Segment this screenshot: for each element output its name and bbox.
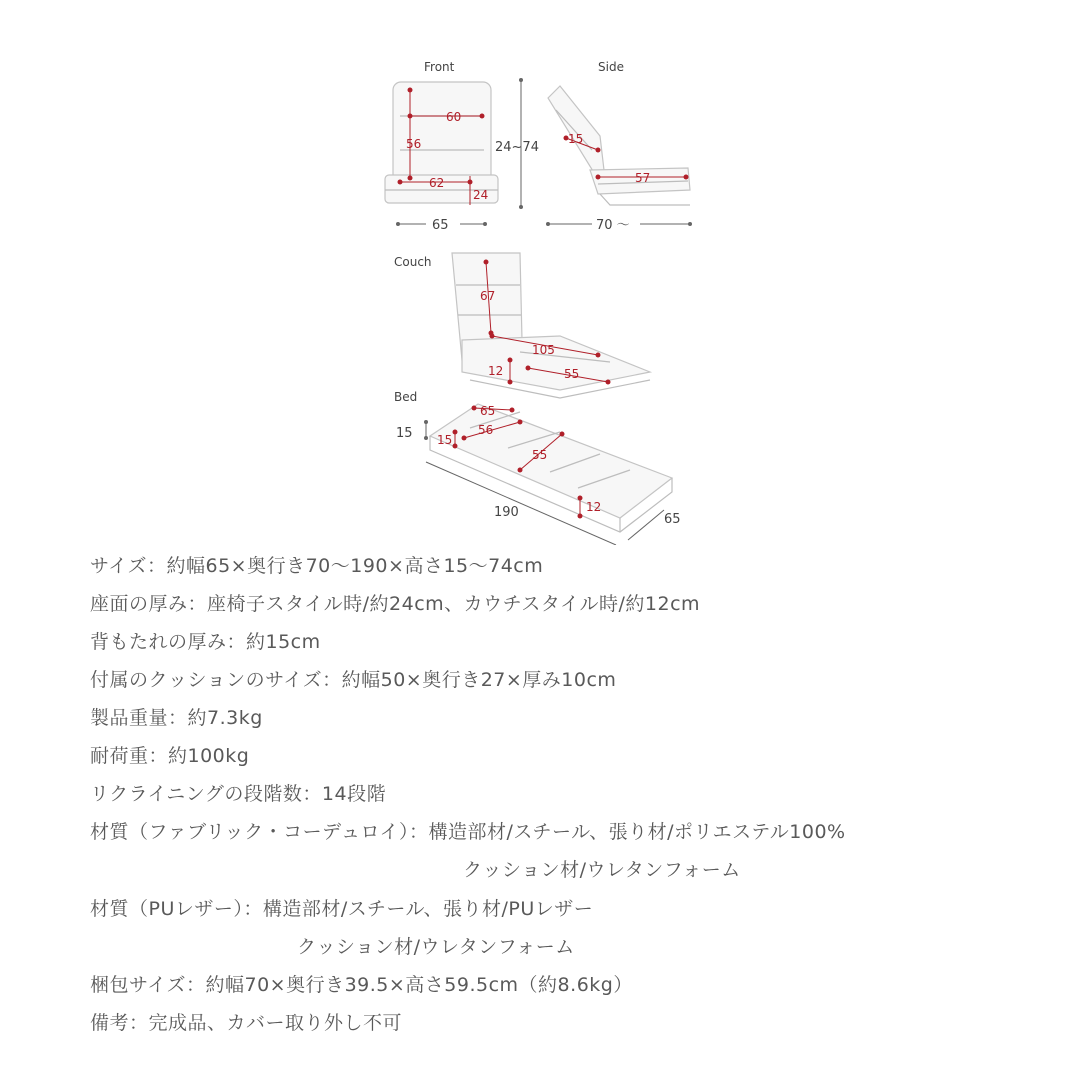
- bed-mid-length: 55: [532, 448, 548, 462]
- spec-material-fabric-cushion: クッション材/ウレタンフォーム: [463, 859, 741, 881]
- bed-view-label: Bed: [394, 390, 418, 404]
- couch-view-label: Couch: [394, 255, 432, 269]
- spec-reclining-steps: リクライニングの段階数：14段階: [90, 783, 387, 805]
- bed-width: 65: [664, 512, 681, 527]
- front-seat-thickness: 24: [473, 188, 489, 202]
- bed-height: 15: [396, 426, 413, 441]
- spec-material-fabric: 材質（ファブリック・コーデュロイ）：構造部材/スチール、張り材/ポリエステル100%: [90, 821, 846, 843]
- spec-load-capacity: 耐荷重：約100kg: [90, 745, 250, 767]
- spec-back-thickness: 背もたれの厚み：約15cm: [90, 631, 321, 653]
- couch-drawing: [452, 253, 650, 398]
- side-depth: 70 ～: [596, 218, 630, 233]
- front-view-label: Front: [424, 60, 455, 74]
- spec-seat-thickness: 座面の厚み：座椅子スタイル時/約24cm、カウチスタイル時/約12cm: [90, 593, 701, 615]
- couch-back-height: 67: [480, 289, 496, 303]
- spec-size: サイズ：約幅65×奥行き70～190×高さ15～74cm: [90, 555, 544, 577]
- bed-back-thickness: 15: [437, 433, 453, 447]
- bed-head-width: 65: [480, 404, 496, 418]
- side-seat-depth: 57: [635, 171, 651, 185]
- front-back-width: 60: [446, 110, 462, 124]
- front-height: 24~74: [495, 140, 539, 155]
- spec-notes: 備考：完成品、カバー取り外し不可: [90, 1012, 403, 1034]
- spec-material-pu-cushion: クッション材/ウレタンフォーム: [297, 936, 575, 958]
- couch-seat-depth: 55: [564, 367, 580, 381]
- spec-weight: 製品重量：約7.3kg: [90, 707, 263, 729]
- bed-length: 190: [494, 505, 519, 520]
- spec-material-pu: 材質（PUレザー）：構造部材/スチール、張り材/PUレザー: [90, 898, 594, 920]
- spec-cushion-size: 付属のクッションのサイズ：約幅50×奥行き27×厚み10cm: [90, 669, 617, 691]
- bed-head-length: 56: [478, 423, 494, 437]
- couch-length: 105: [532, 343, 555, 357]
- spec-package-size: 梱包サイズ：約幅70×奥行き39.5×高さ59.5cm（約8.6kg）: [90, 974, 633, 996]
- front-width: 65: [432, 218, 449, 233]
- front-back-height: 56: [406, 137, 422, 151]
- front-seat-width: 62: [429, 176, 445, 190]
- bed-drawing: [430, 404, 672, 532]
- bed-foot-thickness: 12: [586, 500, 602, 514]
- side-view-label: Side: [598, 60, 624, 74]
- couch-seat-thickness: 12: [488, 364, 504, 378]
- side-back-thickness: 15: [568, 132, 584, 146]
